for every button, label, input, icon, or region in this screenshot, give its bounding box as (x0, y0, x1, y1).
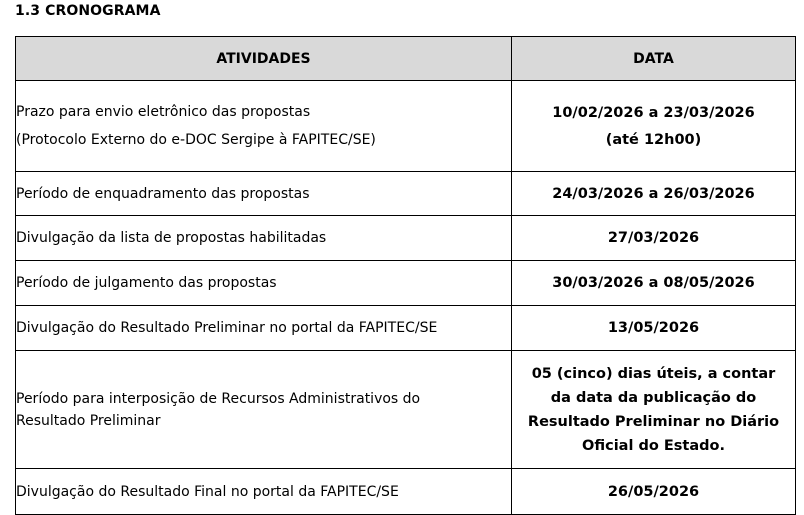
table-row (16, 351, 796, 469)
activity-cell (16, 469, 512, 515)
activity-cell (16, 172, 512, 216)
table-row (16, 216, 796, 261)
activity-cell (16, 351, 512, 469)
table-row (16, 261, 796, 306)
activity-text: Divulgação do Resultado Preliminar no portal da FAPITEC/SE (16, 320, 438, 336)
date-text: da data da publicação do (550, 389, 757, 406)
date-cell (512, 172, 796, 216)
header-activities: ATIVIDADES (16, 37, 512, 81)
date-text: 05 (cinco) dias úteis, a contar (531, 365, 776, 382)
activity-cell (16, 261, 512, 306)
activity-cell (16, 81, 512, 172)
date-text: Resultado Preliminar no Diário (527, 413, 780, 430)
activity-text: Período de enquadramento das propostas (16, 185, 310, 202)
date-cell (512, 351, 796, 469)
section-title: 1.3 CRONOGRAMA (15, 3, 161, 19)
activity-cell (16, 306, 512, 351)
date-text: 30/03/2026 a 08/05/2026 (552, 275, 755, 291)
table-row (16, 172, 796, 216)
date-cell (512, 306, 796, 351)
table-row (16, 469, 796, 515)
date-text: 27/03/2026 (607, 230, 700, 246)
date-text: 24/03/2026 a 26/03/2026 (552, 185, 755, 202)
activity-text: Divulgação da lista de propostas habilitadas (16, 230, 327, 246)
activity-cell (16, 216, 512, 261)
activity-text: (Protocolo Externo do e-DOC Sergipe à FAPITEC/SE) (16, 132, 376, 148)
date-text: Oficial do Estado. (582, 437, 725, 454)
date-text: (até 12h00) (605, 131, 702, 148)
schedule-table (15, 36, 796, 515)
table-row (16, 81, 796, 172)
header-date: DATA (512, 37, 796, 81)
activity-text: Divulgação do Resultado Final no portal da FAPITEC/SE (16, 483, 399, 500)
date-cell (512, 216, 796, 261)
activity-text: Prazo para envio eletrônico das propostas (16, 104, 311, 120)
table-row (16, 306, 796, 351)
date-cell (512, 469, 796, 515)
date-text: 10/02/2026 a 23/03/2026 (552, 104, 755, 121)
activity-text: Período para interposição de Recursos Administrativos do (16, 390, 421, 407)
date-text: 26/05/2026 (607, 483, 700, 500)
activity-text: Resultado Preliminar (16, 412, 161, 429)
date-text: 13/05/2026 (607, 320, 700, 336)
table-header-row (16, 37, 796, 81)
activity-text: Período de julgamento das propostas (16, 275, 277, 291)
date-cell (512, 81, 796, 172)
date-cell (512, 261, 796, 306)
